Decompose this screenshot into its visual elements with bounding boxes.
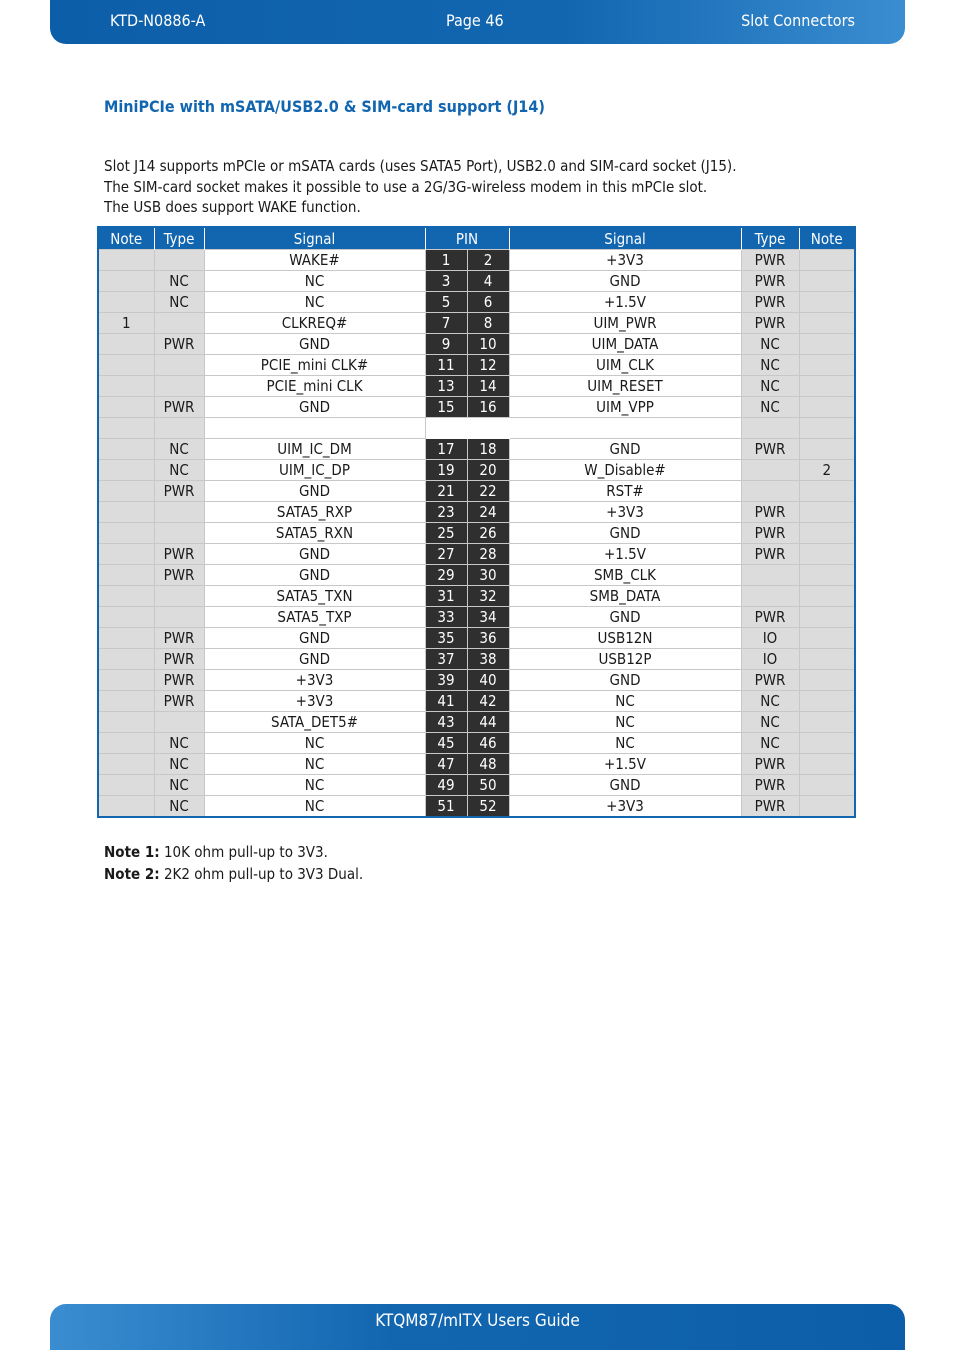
cell-signal-left: NC (204, 271, 425, 292)
cell-type-right: NC (741, 733, 799, 754)
cell-type-left: NC (154, 271, 204, 292)
cell-signal-left: SATA5_TXP (204, 607, 425, 628)
cell-type-left: NC (154, 733, 204, 754)
cell-pin-right: 52 (467, 796, 509, 818)
cell-type-left (154, 523, 204, 544)
cell-note-right (799, 502, 855, 523)
cell-signal-left: GND (204, 397, 425, 418)
header-note-left: Note (98, 227, 154, 250)
cell-note-left (98, 796, 154, 818)
cell-note-right (799, 397, 855, 418)
header-note-right: Note (799, 227, 855, 250)
table-row (98, 754, 855, 775)
table-row (98, 355, 855, 376)
cell-type-right: PWR (741, 754, 799, 775)
cell-pin-left: 7 (425, 313, 467, 334)
cell-signal-right: +3V3 (509, 502, 741, 523)
cell-pin-left: 5 (425, 292, 467, 313)
cell-type-left: PWR (154, 628, 204, 649)
cell-type-right: PWR (741, 544, 799, 565)
cell-pin-right: 16 (467, 397, 509, 418)
cell-type-right: PWR (741, 523, 799, 544)
cell-type-left: PWR (154, 649, 204, 670)
cell-note-right (799, 292, 855, 313)
cell-signal-left: UIM_IC_DM (204, 439, 425, 460)
table-row (98, 670, 855, 691)
cell-note-right (799, 775, 855, 796)
intro-line: Slot J14 supports mPCIe or mSATA cards (uses SATA5 Port), USB2.0 and SIM-card socket (J15). (104, 157, 737, 175)
cell-signal-left: NC (204, 733, 425, 754)
table-row (98, 481, 855, 502)
cell-pin-left: 3 (425, 271, 467, 292)
cell-pin-left: 15 (425, 397, 467, 418)
cell-signal-left: UIM_IC_DP (204, 460, 425, 481)
cell-type-right: PWR (741, 796, 799, 818)
cell-pin-right: 40 (467, 670, 509, 691)
footer-title: KTQM87/mITX Users Guide (375, 1311, 580, 1331)
cell-pin-left: 17 (425, 439, 467, 460)
cell-type-right: NC (741, 397, 799, 418)
table-row (98, 439, 855, 460)
cell-note-right (799, 439, 855, 460)
table-row (98, 334, 855, 355)
cell-type-right: NC (741, 376, 799, 397)
note-text: 10K ohm pull-up to 3V3. (159, 843, 328, 861)
cell-type-left: NC (154, 439, 204, 460)
cell-pin-right: 50 (467, 775, 509, 796)
cell-signal-left: GND (204, 481, 425, 502)
cell-pin-left: 21 (425, 481, 467, 502)
cell-note-right (799, 712, 855, 733)
header-signal-left: Signal (204, 227, 425, 250)
cell-type-right: PWR (741, 439, 799, 460)
section-name: Slot Connectors (741, 11, 855, 30)
cell-signal-left: +3V3 (204, 670, 425, 691)
table-row (98, 586, 855, 607)
cell-type-right: PWR (741, 292, 799, 313)
cell-signal-right: USB12N (509, 628, 741, 649)
cell-note-left (98, 376, 154, 397)
table-header-row (98, 227, 855, 250)
page-footer (50, 1304, 905, 1350)
cell-note-left (98, 733, 154, 754)
cell-type-left (154, 712, 204, 733)
cell-signal-right: GND (509, 271, 741, 292)
cell-signal-right: SMB_DATA (509, 586, 741, 607)
cell-note-left (98, 628, 154, 649)
cell-pin-left: 35 (425, 628, 467, 649)
cell-type-left: PWR (154, 481, 204, 502)
cell-type-left (154, 502, 204, 523)
cell-note-right (799, 733, 855, 754)
cell-note-right (799, 754, 855, 775)
cell-signal-left: SATA5_RXP (204, 502, 425, 523)
cell-type-right: PWR (741, 271, 799, 292)
cell-pin-left (425, 418, 467, 439)
cell-signal-left: PCIE_mini CLK (204, 376, 425, 397)
cell-type-right: PWR (741, 607, 799, 628)
header-type-left: Type (154, 227, 204, 250)
cell-type-right: IO (741, 649, 799, 670)
cell-type-right (741, 586, 799, 607)
page-number: Page 46 (446, 11, 504, 30)
cell-note-right (799, 628, 855, 649)
cell-signal-right: UIM_RESET (509, 376, 741, 397)
table-row (98, 691, 855, 712)
table-row (98, 607, 855, 628)
table-row (98, 733, 855, 754)
cell-pin-left: 19 (425, 460, 467, 481)
cell-note-left (98, 481, 154, 502)
cell-type-left: NC (154, 775, 204, 796)
table-row (98, 376, 855, 397)
cell-pin-right: 44 (467, 712, 509, 733)
cell-type-right: PWR (741, 502, 799, 523)
section-title: MiniPCIe with mSATA/USB2.0 & SIM-card support (J14) (104, 97, 545, 116)
cell-signal-right: +1.5V (509, 292, 741, 313)
cell-type-right: PWR (741, 670, 799, 691)
cell-signal-left: SATA5_TXN (204, 586, 425, 607)
cell-pin-right: 14 (467, 376, 509, 397)
cell-signal-right: +1.5V (509, 544, 741, 565)
cell-type-left (154, 376, 204, 397)
cell-note-left (98, 649, 154, 670)
cell-note-right (799, 796, 855, 818)
cell-note-right (799, 544, 855, 565)
table-row (98, 523, 855, 544)
note-label: Note 1: (104, 843, 160, 861)
cell-signal-right: NC (509, 712, 741, 733)
cell-note-left (98, 292, 154, 313)
cell-signal-left: GND (204, 544, 425, 565)
cell-note-left (98, 586, 154, 607)
cell-pin-left: 37 (425, 649, 467, 670)
note-1 (104, 841, 363, 863)
cell-note-left: 1 (98, 313, 154, 334)
cell-note-right (799, 607, 855, 628)
cell-pin-left: 25 (425, 523, 467, 544)
cell-note-right (799, 586, 855, 607)
table-row (98, 397, 855, 418)
cell-signal-left: SATA_DET5# (204, 712, 425, 733)
cell-pin-right: 24 (467, 502, 509, 523)
cell-note-left (98, 607, 154, 628)
cell-pin-left: 23 (425, 502, 467, 523)
cell-pin-right: 2 (467, 250, 509, 271)
cell-type-right: NC (741, 691, 799, 712)
cell-signal-left: GND (204, 334, 425, 355)
cell-note-left (98, 439, 154, 460)
cell-pin-right: 20 (467, 460, 509, 481)
cell-type-left: NC (154, 460, 204, 481)
cell-note-right (799, 334, 855, 355)
cell-pin-right: 12 (467, 355, 509, 376)
cell-pin-right: 36 (467, 628, 509, 649)
cell-signal-left: GND (204, 565, 425, 586)
cell-pin-right (467, 418, 509, 439)
notes (104, 841, 363, 885)
cell-type-right: PWR (741, 250, 799, 271)
cell-type-left (154, 586, 204, 607)
cell-note-right (799, 481, 855, 502)
cell-type-right (741, 418, 799, 439)
cell-pin-left: 33 (425, 607, 467, 628)
cell-pin-right: 18 (467, 439, 509, 460)
table-row (98, 418, 855, 439)
cell-type-left: PWR (154, 670, 204, 691)
cell-type-left (154, 418, 204, 439)
table-row (98, 565, 855, 586)
cell-type-left (154, 355, 204, 376)
cell-signal-right: GND (509, 607, 741, 628)
cell-pin-left: 1 (425, 250, 467, 271)
cell-type-left: NC (154, 796, 204, 818)
cell-signal-right: UIM_PWR (509, 313, 741, 334)
cell-signal-left: NC (204, 775, 425, 796)
cell-pin-right: 46 (467, 733, 509, 754)
cell-note-right (799, 670, 855, 691)
cell-note-right (799, 523, 855, 544)
cell-signal-right: +3V3 (509, 250, 741, 271)
cell-signal-right: RST# (509, 481, 741, 502)
cell-note-left (98, 355, 154, 376)
table-row (98, 649, 855, 670)
cell-type-left: PWR (154, 397, 204, 418)
cell-note-left (98, 670, 154, 691)
cell-pin-right: 28 (467, 544, 509, 565)
cell-pin-right: 30 (467, 565, 509, 586)
table-row (98, 775, 855, 796)
cell-pin-right: 38 (467, 649, 509, 670)
cell-pin-left: 43 (425, 712, 467, 733)
cell-signal-right: +1.5V (509, 754, 741, 775)
cell-signal-left: +3V3 (204, 691, 425, 712)
cell-note-left (98, 712, 154, 733)
cell-signal-right: UIM_CLK (509, 355, 741, 376)
cell-pin-right: 10 (467, 334, 509, 355)
cell-signal-left: PCIE_mini CLK# (204, 355, 425, 376)
cell-note-left (98, 334, 154, 355)
cell-pin-left: 39 (425, 670, 467, 691)
cell-type-right (741, 565, 799, 586)
cell-note-right (799, 250, 855, 271)
cell-pin-right: 4 (467, 271, 509, 292)
cell-note-right (799, 649, 855, 670)
cell-note-left (98, 271, 154, 292)
cell-type-right: IO (741, 628, 799, 649)
doc-id: KTD-N0886-A (110, 11, 206, 30)
cell-signal-right: GND (509, 523, 741, 544)
table-row (98, 460, 855, 481)
intro-line: The USB does support WAKE function. (104, 198, 361, 216)
cell-note-left (98, 250, 154, 271)
cell-type-right: NC (741, 355, 799, 376)
cell-type-left: PWR (154, 691, 204, 712)
page-header (50, 0, 905, 44)
cell-note-left (98, 523, 154, 544)
cell-type-left: PWR (154, 565, 204, 586)
cell-type-left (154, 313, 204, 334)
cell-signal-right: USB12P (509, 649, 741, 670)
intro-line: The SIM-card socket makes it possible to use a 2G/3G-wireless modem in this mPCIe slot. (104, 177, 708, 196)
cell-type-left (154, 607, 204, 628)
table-row (98, 313, 855, 334)
cell-note-right (799, 355, 855, 376)
table-row (98, 796, 855, 818)
cell-type-right (741, 481, 799, 502)
table-row (98, 544, 855, 565)
cell-pin-left: 9 (425, 334, 467, 355)
cell-note-left (98, 397, 154, 418)
cell-note-left (98, 691, 154, 712)
cell-signal-left: WAKE# (204, 250, 425, 271)
cell-note-left (98, 418, 154, 439)
cell-signal-left: GND (204, 628, 425, 649)
cell-note-left (98, 460, 154, 481)
cell-note-right (799, 271, 855, 292)
table-row (98, 712, 855, 733)
cell-type-right: NC (741, 334, 799, 355)
cell-pin-right: 26 (467, 523, 509, 544)
cell-pin-left: 41 (425, 691, 467, 712)
table-row (98, 250, 855, 271)
table-row (98, 271, 855, 292)
table-body (98, 250, 855, 818)
cell-signal-right: SMB_CLK (509, 565, 741, 586)
cell-pin-left: 29 (425, 565, 467, 586)
cell-type-left (154, 250, 204, 271)
cell-note-left (98, 565, 154, 586)
cell-type-left: PWR (154, 544, 204, 565)
cell-pin-right: 32 (467, 586, 509, 607)
cell-note-left (98, 502, 154, 523)
cell-note-right (799, 691, 855, 712)
cell-signal-right: GND (509, 439, 741, 460)
cell-type-right (741, 460, 799, 481)
header-type-right: Type (741, 227, 799, 250)
cell-note-right: 2 (799, 460, 855, 481)
cell-signal-right (509, 418, 741, 439)
table-row (98, 292, 855, 313)
table-row (98, 502, 855, 523)
cell-pin-left: 49 (425, 775, 467, 796)
cell-note-left (98, 754, 154, 775)
cell-pin-left: 31 (425, 586, 467, 607)
cell-pin-left: 13 (425, 376, 467, 397)
note-2 (104, 863, 363, 885)
cell-type-left: PWR (154, 334, 204, 355)
cell-signal-right: GND (509, 775, 741, 796)
cell-signal-right: NC (509, 691, 741, 712)
cell-note-right (799, 565, 855, 586)
cell-pin-left: 47 (425, 754, 467, 775)
cell-note-left (98, 775, 154, 796)
cell-pin-right: 22 (467, 481, 509, 502)
intro-text (104, 156, 864, 218)
cell-signal-right: UIM_DATA (509, 334, 741, 355)
cell-note-left (98, 544, 154, 565)
cell-signal-left: CLKREQ# (204, 313, 425, 334)
note-text: 2K2 ohm pull-up to 3V3 Dual. (159, 865, 364, 883)
note-label: Note 2: (104, 865, 160, 883)
header-pin: PIN (425, 227, 509, 250)
cell-signal-left: NC (204, 754, 425, 775)
cell-pin-right: 8 (467, 313, 509, 334)
cell-signal-right: W_Disable# (509, 460, 741, 481)
cell-pin-left: 27 (425, 544, 467, 565)
cell-pin-right: 42 (467, 691, 509, 712)
cell-type-left: NC (154, 292, 204, 313)
cell-signal-left (204, 418, 425, 439)
cell-signal-left: NC (204, 292, 425, 313)
cell-pin-left: 51 (425, 796, 467, 818)
cell-type-right: PWR (741, 313, 799, 334)
cell-signal-left: GND (204, 649, 425, 670)
cell-pin-right: 48 (467, 754, 509, 775)
cell-signal-left: SATA5_RXN (204, 523, 425, 544)
pinout-table (97, 226, 856, 818)
cell-type-right: NC (741, 712, 799, 733)
cell-pin-right: 34 (467, 607, 509, 628)
cell-signal-right: NC (509, 733, 741, 754)
cell-signal-right: UIM_VPP (509, 397, 741, 418)
cell-note-right (799, 418, 855, 439)
cell-pin-right: 6 (467, 292, 509, 313)
table-row (98, 628, 855, 649)
cell-pin-left: 45 (425, 733, 467, 754)
cell-type-right: PWR (741, 775, 799, 796)
cell-note-right (799, 376, 855, 397)
cell-pin-left: 11 (425, 355, 467, 376)
cell-type-left: NC (154, 754, 204, 775)
cell-signal-right: +3V3 (509, 796, 741, 818)
cell-signal-left: NC (204, 796, 425, 818)
header-signal-right: Signal (509, 227, 741, 250)
cell-signal-right: GND (509, 670, 741, 691)
cell-note-right (799, 313, 855, 334)
